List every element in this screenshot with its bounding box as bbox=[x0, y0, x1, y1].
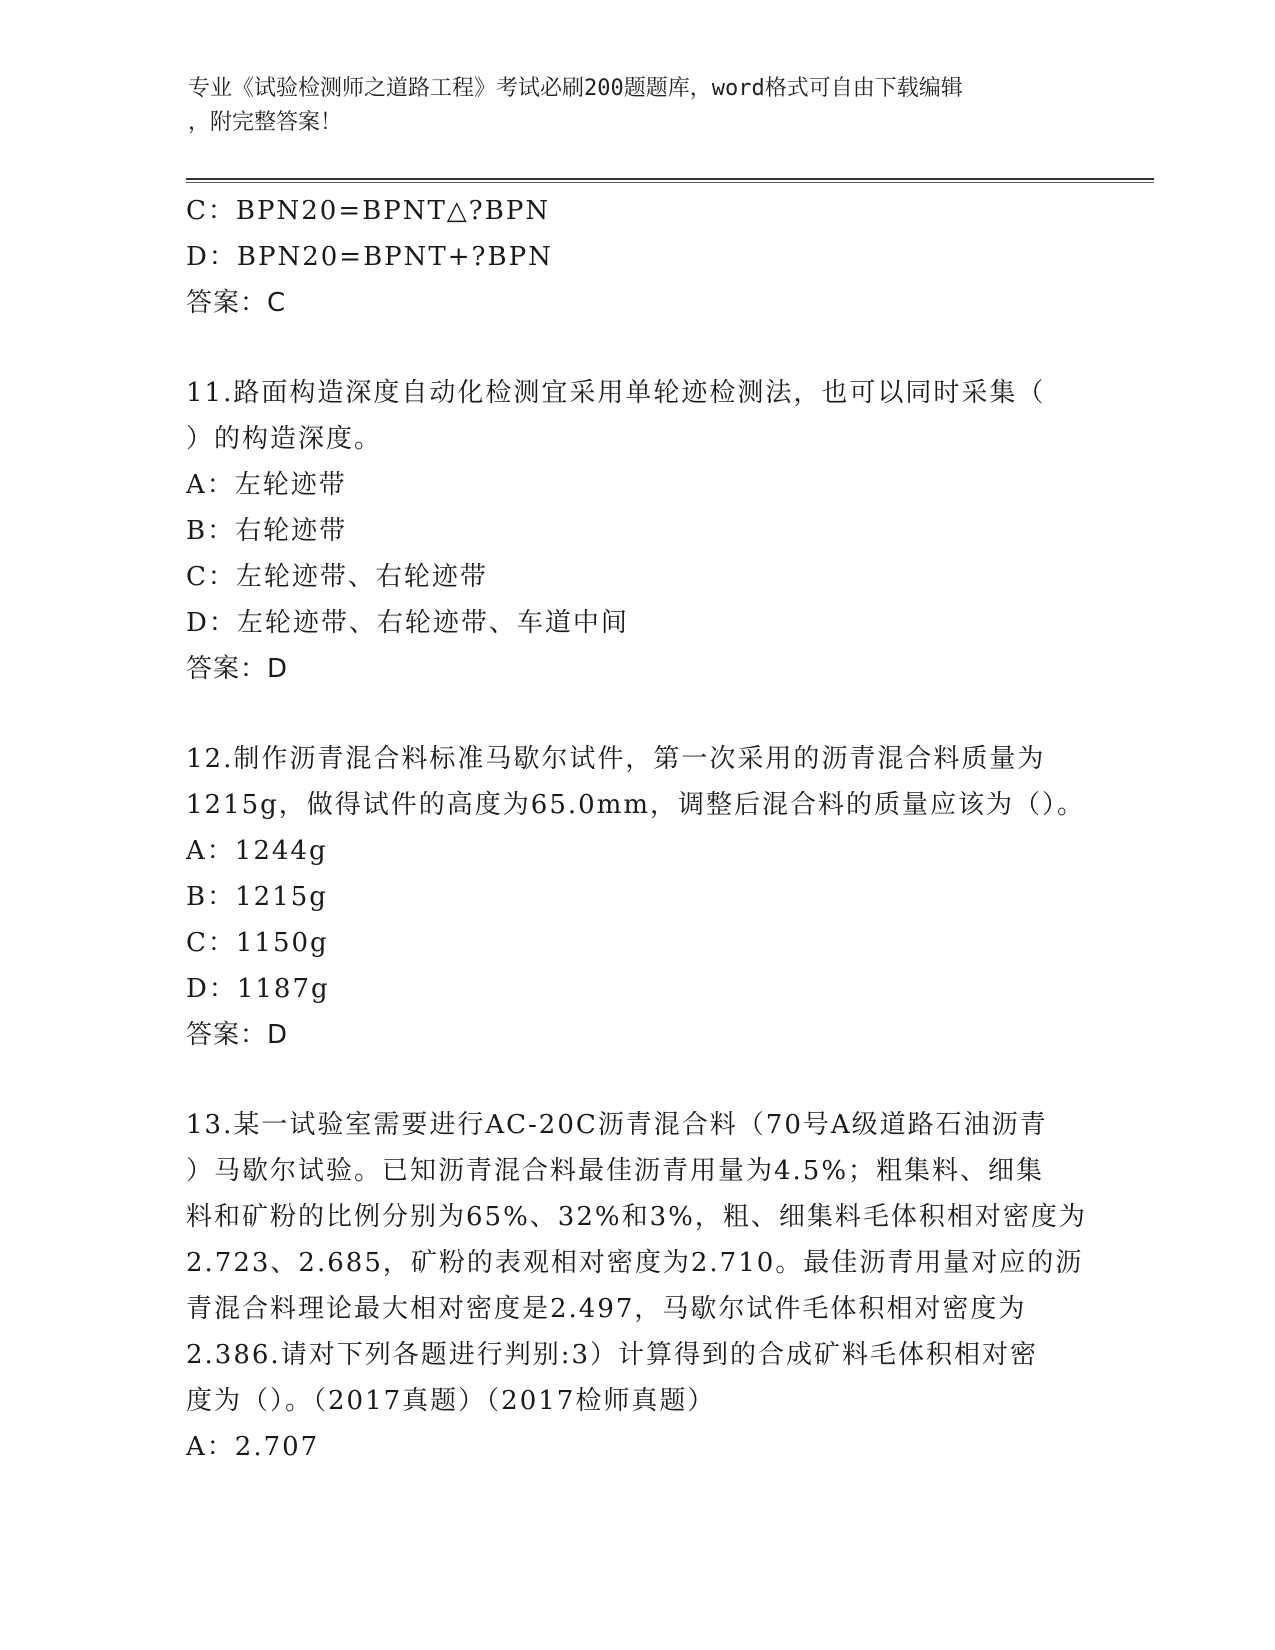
option-a: A：2.707 bbox=[186, 1432, 320, 1462]
header-title-line2: ，附完整答案！ bbox=[188, 110, 343, 135]
question-stem-line: 料和矿粉的比例分别为65%、32%和3%，粗、细集料毛体积相对密度为 bbox=[186, 1202, 1087, 1232]
question-11 bbox=[186, 370, 1086, 692]
question-stem-line: 2.723、2.685，矿粉的表观相对密度为2.710。最佳沥青用量对应的沥 bbox=[186, 1248, 1084, 1278]
document-header bbox=[188, 72, 1088, 140]
question-stem-line: 11.路面构造深度自动化检测宜采用单轮迹检测法，也可以同时采集（ bbox=[186, 378, 1046, 408]
question-13 bbox=[186, 1102, 1086, 1470]
option-b: B：右轮迹带 bbox=[186, 516, 348, 546]
question-stem-line: 12.制作沥青混合料标准马歇尔试件，第一次采用的沥青混合料质量为 bbox=[186, 744, 1046, 774]
option-b: B：1215g bbox=[186, 882, 328, 912]
header-divider-thick bbox=[186, 178, 1154, 180]
question-10-tail bbox=[186, 188, 1086, 326]
answer-line: 答案：D bbox=[186, 654, 289, 684]
option-a: A：左轮迹带 bbox=[186, 470, 347, 500]
header-divider-thin bbox=[186, 182, 1154, 183]
option-d: D：1187g bbox=[186, 974, 330, 1004]
option-c: C：BPN20=BPNT△?BPN bbox=[186, 196, 551, 226]
option-a: A：1244g bbox=[186, 836, 328, 866]
answer-line: 答案：D bbox=[186, 1020, 289, 1050]
option-d: D：BPN20=BPNT+?BPN bbox=[186, 242, 553, 272]
option-c: C：1150g bbox=[186, 928, 329, 958]
option-d: D：左轮迹带、右轮迹带、车道中间 bbox=[186, 608, 629, 638]
question-stem-line: 1215g，做得试件的高度为65.0mm，调整后混合料的质量应该为（）。 bbox=[186, 790, 1086, 820]
option-c: C：左轮迹带、右轮迹带 bbox=[186, 562, 488, 592]
question-stem-line: ）的构造深度。 bbox=[186, 424, 383, 454]
header-title-line1: 专业《试验检测师之道路工程》考试必刷200题题库，word格式可自由下载编辑 bbox=[188, 76, 963, 101]
question-12 bbox=[186, 736, 1086, 1058]
question-stem-line: 13.某一试验室需要进行AC-20C沥青混合料（70号A级道路石油沥青 bbox=[186, 1110, 1048, 1140]
question-stem-line: 2.386.请对下列各题进行判别:3）计算得到的合成矿料毛体积相对密 bbox=[186, 1340, 1038, 1370]
answer-line: 答案：C bbox=[186, 288, 287, 318]
question-stem-line: 青混合料理论最大相对密度是2.497，马歇尔试件毛体积相对密度为 bbox=[186, 1294, 1027, 1324]
question-content bbox=[186, 188, 1086, 1470]
question-stem-line: ）马歇尔试验。已知沥青混合料最佳沥青用量为4.5%；粗集料、细集 bbox=[186, 1156, 1045, 1186]
question-stem-line: 度为（）。（2017真题）（2017检师真题） bbox=[186, 1386, 716, 1416]
